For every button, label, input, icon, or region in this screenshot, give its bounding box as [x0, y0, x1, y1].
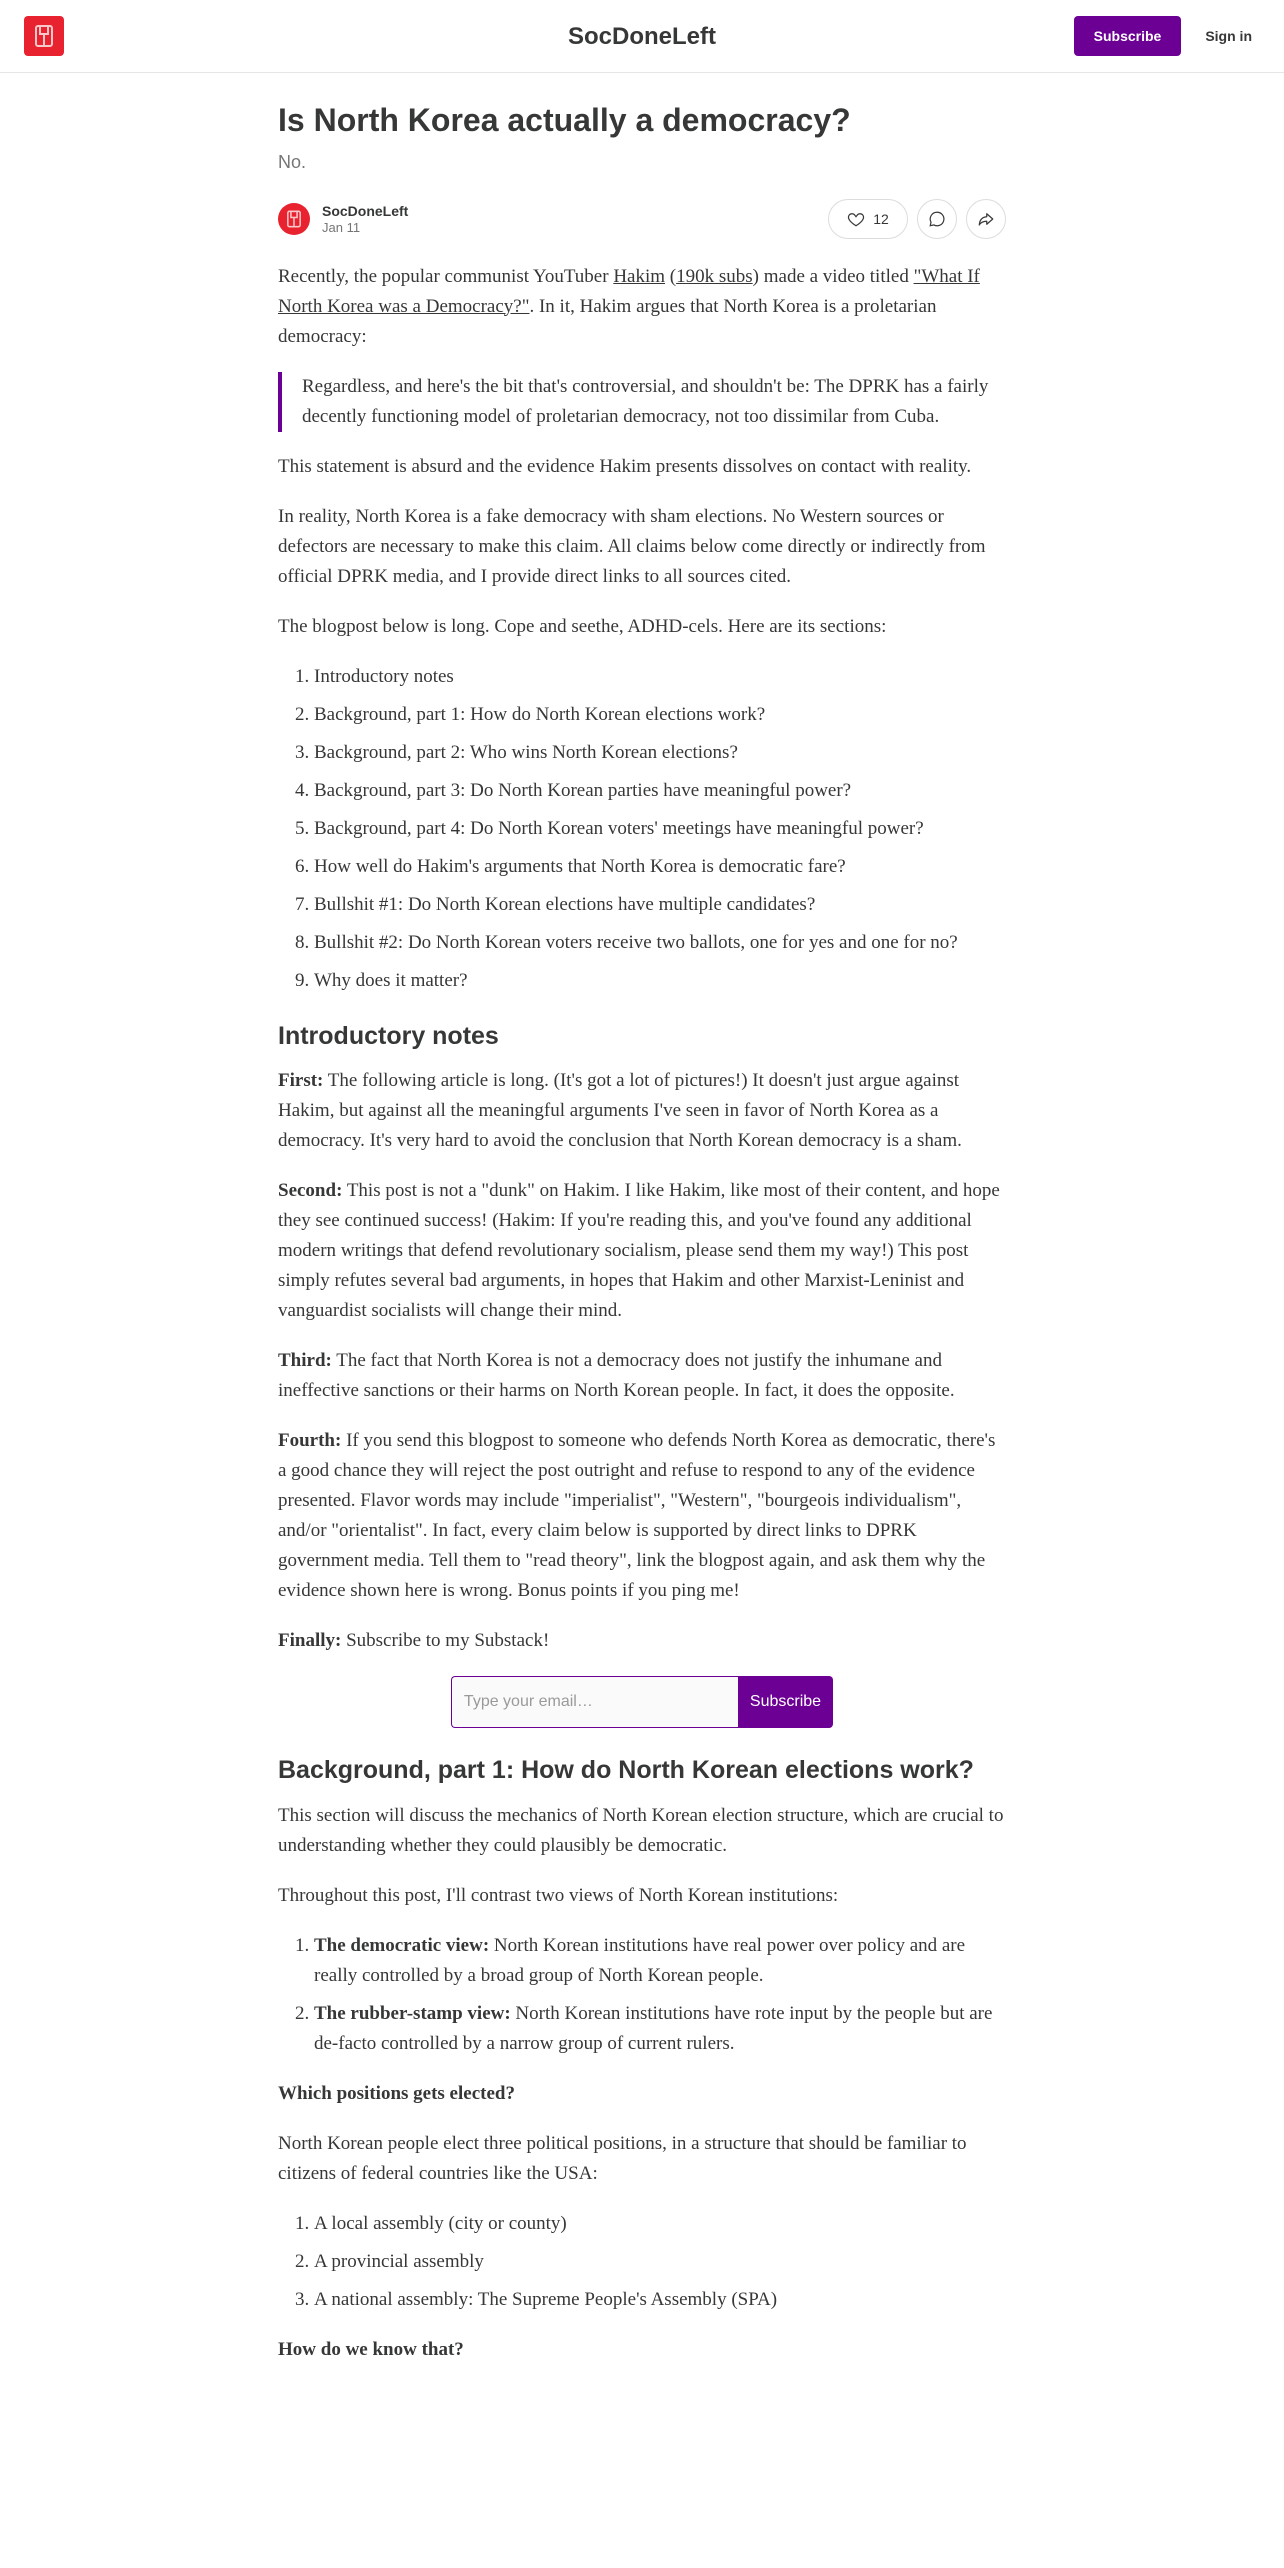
author-name[interactable]: SocDoneLeft	[322, 202, 409, 219]
article	[278, 100, 1006, 2385]
hakim-link[interactable]: Hakim	[613, 265, 666, 287]
list-item: 9. Why does it matter?	[314, 966, 1006, 996]
list-item: 2. The rubber-stamp view: North Korean institutions have rote input by the people but are de-facto controlled by a narrow group of current rulers.	[314, 1999, 1006, 2059]
video-link[interactable]: "What If North Korea was a Democracy?"	[278, 265, 980, 317]
list-item: 1. Introductory notes	[314, 662, 1006, 692]
share-button[interactable]	[966, 199, 1006, 239]
subscriber-count-link[interactable]: 190k subs	[676, 265, 753, 287]
article-body	[278, 262, 1006, 2365]
paragraph: Fourth: If you send this blogpost to someone who defends North Korea as democratic, there's a good chance they will reject the post outright and refuse to respond to any of the evidence presented. Flavor words may include "imperialist", "Western", "bourgeois individualism", and/or "orientalist". In fact, every claim below is supported by direct links to DPRK government media. Tell them to "read theory", link the blogpost again, and ask them why the evidence shown here is wrong. Bonus points if you ping me!	[278, 1430, 996, 1602]
paragraph: Second: This post is not a "dunk" on Hakim. I like Hakim, like most of their content, and hope they see continued success! (Hakim: If you're reading this, and you've found any additional modern writings that defend revolutionary socialism, please send them my way!) This post simply refutes several bad arguments, in hopes that Hakim and other Marxist-Leninist and vanguardist socialists will change their mind.	[278, 1180, 1000, 1322]
paragraph: Third: The fact that North Korea is not a democracy does not justify the inhumane and ineffective sanctions or their harms on North Korean people. In fact, it does the opposite.	[278, 1350, 955, 1402]
paragraph: Finally: Subscribe to my Substack!	[278, 1630, 550, 1652]
publication-logo[interactable]	[24, 16, 64, 56]
list-item: 6. How well do Hakim's arguments that North Korea is democratic fare?	[314, 852, 1006, 882]
site-title[interactable]: SocDoneLeft	[567, 23, 716, 50]
comment-icon	[928, 210, 946, 228]
views-list	[314, 1931, 1006, 2059]
positions-list	[314, 2209, 1006, 2315]
email-input[interactable]	[451, 1676, 738, 1728]
post-title: Is North Korea actually a democracy?	[278, 102, 851, 138]
list-item: 2. A provincial assembly	[314, 2247, 1006, 2277]
share-icon	[977, 210, 995, 228]
post-byline	[278, 198, 1006, 240]
heart-icon	[847, 210, 865, 228]
list-item: 3. Background, part 2: Who wins North Korean elections?	[314, 738, 1006, 768]
logo-icon	[284, 209, 304, 229]
subscribe-button[interactable]: Subscribe	[738, 1676, 833, 1728]
post-subtitle: No.	[278, 151, 307, 172]
comment-button[interactable]	[917, 199, 957, 239]
paragraph: In reality, North Korea is a fake democracy with sham elections. No Western sources or defectors are necessary to make this claim. All claims below come directly or indirectly from official DPRK media, and I provide direct links to all sources cited.	[278, 505, 986, 587]
paragraph: The blogpost below is long. Cope and seethe, ADHD-cels. Here are its sections:	[278, 615, 887, 637]
list-item: 5. Background, part 4: Do North Korean voters' meetings have meaningful power?	[314, 814, 1006, 844]
list-item: 1. The democratic view: North Korean institutions have real power over policy and are really controlled by a broad group of North Korean people.	[314, 1931, 1006, 1991]
header-subscribe-button[interactable]: Subscribe	[1074, 16, 1182, 56]
like-button[interactable]	[828, 199, 908, 239]
list-item: 7. Bullshit #1: Do North Korean elections have multiple candidates?	[314, 890, 1006, 920]
like-count: 12	[873, 210, 889, 227]
subsection-heading: How do we know that?	[278, 2338, 464, 2360]
subsection-heading: Which positions gets elected?	[278, 2082, 515, 2104]
sections-list	[314, 662, 1006, 996]
subscribe-widget	[278, 1676, 1006, 1728]
paragraph: North Korean people elect three political positions, in a structure that should be familiar to citizens of federal countries like the USA:	[278, 2132, 967, 2184]
list-item: 1. A local assembly (city or county)	[314, 2209, 1006, 2239]
paragraph: This statement is absurd and the evidence Hakim presents dissolves on contact with reality.	[278, 455, 972, 477]
paragraph: Throughout this post, I'll contrast two views of North Korean institutions:	[278, 1884, 839, 1906]
post-date: Jan 11	[322, 219, 361, 235]
list-item: 4. Background, part 3: Do North Korean parties have meaningful power?	[314, 776, 1006, 806]
list-item: 3. A national assembly: The Supreme People's Assembly (SPA)	[314, 2285, 1006, 2315]
paragraph: First: The following article is long. (It's got a lot of pictures!) It doesn't just argue against Hakim, but against all the meaningful arguments I've seen in favor of North Korea as a democracy. It's very hard to avoid the conclusion that North Korean democracy is a sham.	[278, 1070, 962, 1152]
hakim-quote: Regardless, and here's the bit that's controversial, and shouldn't be: The DPRK has a fairly decently functioning model of proletarian democracy, not too dissimilar from Cuba.	[278, 372, 1006, 432]
paragraph: This section will discuss the mechanics of North Korean election structure, which are crucial to understanding whether they could plausibly be democratic.	[278, 1804, 1004, 1856]
intro-paragraph: Recently, the popular communist YouTuber Hakim (190k subs) made a video titled "What If North Korea was a Democracy?". In it, Hakim argues that North Korea is a proletarian democracy:	[278, 265, 980, 347]
logo-icon	[31, 23, 57, 49]
list-item: 8. Bullshit #2: Do North Korean voters receive two ballots, one for yes and one for no?	[314, 928, 1006, 958]
section-heading: Background, part 1: How do North Korean elections work?	[278, 1756, 974, 1785]
list-item: 2. Background, part 1: How do North Korean elections work?	[314, 700, 1006, 730]
section-heading: Introductory notes	[278, 1021, 499, 1050]
sign-in-link[interactable]: Sign in	[1205, 28, 1252, 44]
author-avatar[interactable]	[278, 203, 310, 235]
